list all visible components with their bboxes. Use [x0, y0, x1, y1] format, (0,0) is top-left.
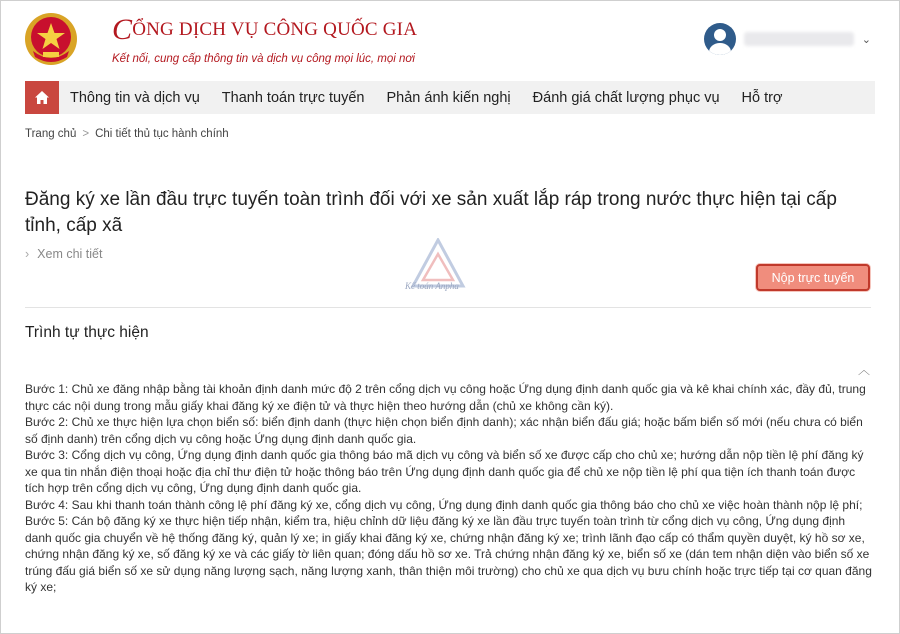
- divider: [25, 307, 871, 308]
- submit-online-button[interactable]: Nộp trực tuyến: [756, 264, 870, 291]
- user-avatar-icon[interactable]: [704, 23, 736, 55]
- view-details-label: Xem chi tiết: [37, 247, 103, 261]
- nav-item-online-payment[interactable]: Thanh toán trực tuyến: [221, 89, 365, 106]
- step-item: Bước 1: Chủ xe đăng nhập bằng tài khoản định danh mức độ 2 trên cổng dịch vụ công hoặc Ứng dụng định danh quốc gia và kê khai chính xác, đầy đủ, trung thực các nội dung trong mẫu giấy khai đăng ký xe điện tử và thực hiện theo hướng dẫn (chủ xe không cần ký).: [25, 382, 866, 413]
- breadcrumb-current: Chi tiết thủ tục hành chính: [95, 128, 229, 140]
- procedure-steps: [25, 381, 875, 596]
- chevron-right-icon: ›: [25, 247, 30, 261]
- user-menu[interactable]: [704, 23, 871, 55]
- nav-item-feedback[interactable]: Phản ánh kiến nghị: [386, 89, 511, 106]
- view-details-link[interactable]: [25, 247, 102, 261]
- site-title[interactable]: [112, 15, 417, 45]
- site-tagline: Kết nối, cung cấp thông tin và dịch vụ công mọi lúc, mọi nơi: [112, 53, 415, 65]
- site-title-initial: C: [112, 13, 133, 46]
- section-title: Trình tự thực hiện: [25, 324, 149, 341]
- breadcrumb: [25, 128, 229, 140]
- chevron-up-icon[interactable]: ︿: [858, 363, 871, 377]
- nav-item-service-rating[interactable]: Đánh giá chất lượng phục vụ: [532, 89, 720, 106]
- step-item: Bước 2: Chủ xe thực hiện lựa chọn biển số: biển định danh (thực hiện chọn biển định danh); xác nhận biển đấu giá; hoặc bấm biển số mới (nếu chưa có biển số định danh) trên cổng dịch vụ công hoặc Ứng dụng định danh quốc gia.: [25, 415, 863, 446]
- step-item: Bước 4: Sau khi thanh toán thành công lệ phí đăng ký xe, cổng dịch vụ công, Ứng dụng định danh quốc gia thông báo cho chủ xe việc hoàn thành nộp lệ phí;: [25, 497, 863, 512]
- breadcrumb-home[interactable]: Trang chủ: [25, 128, 77, 140]
- nav-item-info-services[interactable]: Thông tin và dịch vụ: [70, 89, 200, 106]
- home-button[interactable]: [25, 81, 59, 114]
- nav-item-support[interactable]: Hỗ trợ: [741, 89, 783, 106]
- site-title-rest: ỔNG DỊCH VỤ CÔNG QUỐC GIA: [132, 19, 418, 40]
- chevron-right-icon: >: [82, 128, 90, 140]
- national-emblem-icon[interactable]: [23, 11, 79, 67]
- site-header: [1, 1, 899, 81]
- watermark-text: Kế toán Anpha: [405, 281, 459, 291]
- main-nav: [25, 81, 875, 114]
- user-name-blurred[interactable]: [744, 32, 854, 46]
- step-item: Bước 3: Cổng dịch vụ công, Ứng dụng định danh quốc gia thông báo mã dịch vụ công và biển số xe được cấp cho chủ xe; hướng dẫn nộp tiền lệ phí đăng ký xe qua tin nhắn điện thoại hoặc địa chỉ thư điện tử hoặc thông báo trên Ứng dụng định danh quốc gia để chủ xe nộp tiền lệ phí qua tiện ích thanh toán được tích hợp trên cổng dịch vụ công, Ứng dụng định danh quốc gia.: [25, 448, 864, 495]
- step-item: Bước 5: Cán bộ đăng ký xe thực hiện tiếp nhận, kiểm tra, hiệu chỉnh dữ liệu đăng ký xe lần đầu trực tuyến toàn trình từ cổng dịch vụ công, Ứng dụng định danh quốc gia chuyển về hệ thống đăng ký, quản lý xe; in giấy khai đăng ký xe, chứng nhận đăng ký xe; trình lãnh đạo cấp có thẩm quyền duyệt, ký hồ sơ xe, chứng nhận đăng ký xe, số đăng ký xe và các giấy tờ liên quan; đóng dấu hồ sơ xe. Trả chứng nhận đăng ký xe, biển số xe (dán tem nhận diện vào biển số xe trúng đấu giá biển số xe sử dụng năng lượng sạch, năng lượng xanh, thân thiện môi trường) cho chủ xe qua dịch vụ bưu chính hoặc trực tiếp tại cơ quan đăng ký xe;: [25, 514, 872, 594]
- procedure-title: Đăng ký xe lần đầu trực tuyến toàn trình đối với xe sản xuất lắp ráp trong nước thực hiện tại cấp tỉnh, cấp xã: [25, 189, 837, 236]
- home-icon: [34, 90, 50, 105]
- chevron-down-icon[interactable]: ⌄: [861, 33, 871, 46]
